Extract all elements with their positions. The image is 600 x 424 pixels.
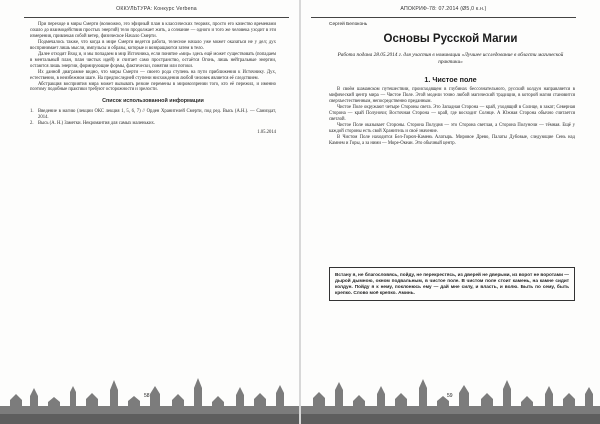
source-item bbox=[30, 109, 276, 121]
right-body bbox=[329, 87, 575, 147]
sources-list bbox=[30, 109, 276, 127]
running-head-left: ОККУЛЬТУРА: Конкурс Verbena bbox=[24, 6, 289, 18]
left-page bbox=[0, 0, 299, 424]
section-heading: 1. Чистое поле bbox=[424, 75, 477, 84]
source-text: Высь (А. Н.) Заметки. Некромантия для самых маленьких. bbox=[38, 121, 155, 127]
page-number-left: 58 bbox=[144, 393, 150, 399]
sources-title: Список использованной информации bbox=[102, 98, 204, 105]
source-item bbox=[30, 121, 276, 127]
left-paragraph: При переходе в миры Смерти (возможно, это эфирный план в классических теориях, просто его качество временами сошло до взаимодействия простых энергий) тело продолжает жить, а сознание — одного и того же человека уходит в эти измерения, привлекая собой ветер, физическое Начало Смерти. bbox=[30, 22, 276, 39]
right-paragraph: В Чистом Поле находится Бел-Горюч-Камень Алатырь. Мировое Древо, Палаты Дубовые, следующие Сень над Камнем и Горы, а за ними — Море-Океан. Это обычный центр. bbox=[329, 134, 575, 146]
incantation-box: Встану я, не благословясь, пойду, не перекрестясь, из дверей не дверьми, из ворот не воротами — дырой дымною, окном подвальным, в чистое поле. В чистом поле стоит камень, на камне сидит колдун. Пойду я к нему, поклонюсь ему — дай мне силу, и власть, и волю. Быть по сему, быть крепко. Слово моё крепко. Аминь. bbox=[329, 267, 575, 301]
article-title: Основы Русской Магии bbox=[383, 33, 518, 45]
running-head-right: АПОКРИФ-78: 07.2014 (Ø5,0 к.н.) bbox=[311, 6, 576, 18]
left-paragraph: Их данной диаграмме видно, что миры Смерти — своего рода ступень на пути приближения к Источнику. Дух, естественно, в неизбежном шаге. На предпоследней ступени нисхождения любой человек является её следствием. bbox=[30, 69, 276, 81]
right-paragraph: Чистое Поле окружают четыре Стороны света. Это Западная Сторона — край, уходящий в Солнце, в закат; Северная Сторона — край Полуночи; Восточная Сторона — край, где восходит Солнце. А Южная Сторона обычно считается светлой. bbox=[329, 104, 575, 122]
nomination-note: Работа подана 28.05.2014 г. для участия в номинации «Лучшее исследование в области магической практики» bbox=[337, 52, 564, 65]
source-text: Введение в магию (лекции ОКС лекция 1, 5, 6, 7) // Орден Хранителей Смерти, под ред. Высь (А.Н.). — Самиздат, 2014. bbox=[38, 109, 276, 121]
left-paragraph: Подмечалось также, что когда в мире Смерти ведется работа, телесное начало уже может оказаться не у дел; дух воспринимает лишь мысли, импульсы и образы, которые и возвращаются затем в тело. bbox=[30, 39, 276, 51]
author-name: Сергей Белоконь bbox=[329, 22, 368, 27]
left-body bbox=[30, 22, 276, 136]
right-paragraph: В своём шаманском путешествии, происходящем в глубинах бессознательного, русский колдун направляется в мифический центр мира — Чистое Поле. Этой модели точно любой магический традиции, в которой магия становится сверхъестественным, непосредственно преданным. bbox=[329, 87, 575, 104]
right-page bbox=[301, 0, 600, 424]
source-number: 1. bbox=[30, 109, 34, 115]
source-number: 2. bbox=[30, 121, 34, 127]
right-paragraph: Чистое Поле оказывает Стороны. Сторона Полудня — это Сторона светлая, а Сторона Полуночи — тёмная. Ещё у каждой стороны есть свой Хранитель и своё значение. bbox=[329, 122, 575, 134]
page-number-right: 59 bbox=[447, 393, 453, 399]
left-paragraph: Далее отходят Вход и, и мы попадаем в мир Источника, если понятие «мир» здесь ещё может существовать (попадаем в ментальный план, план чистых идей) и считает само пространство, остаётся Огонь, лишь нейтральные энергии, остаются лишь энергии, формирующие формы, фактически, понятия или потоки. bbox=[30, 51, 276, 69]
left-paragraph: Абстракция восприятия мира может вызывать резкие перемены в мировоззрении того, кто её пережил, и именно поэтому подобные практики требуют осторожности и зрелости. bbox=[30, 81, 276, 93]
article-date: 1.05.2014 bbox=[257, 130, 276, 136]
